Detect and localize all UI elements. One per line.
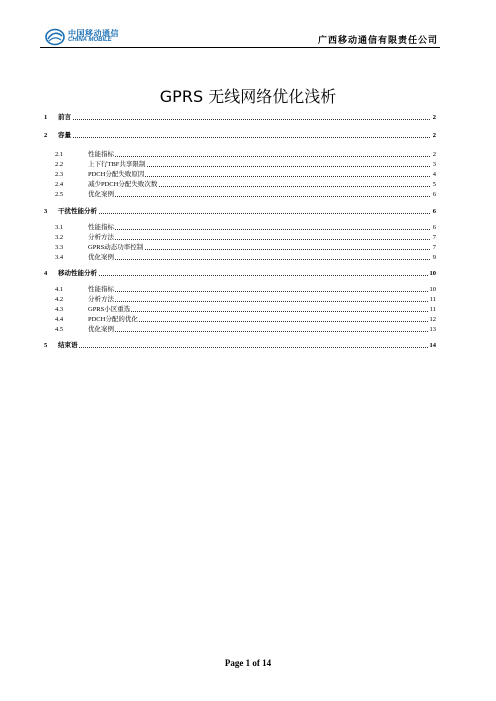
toc-entry-page: 6 (432, 191, 436, 198)
toc-entry-number: 4.1 (55, 286, 64, 293)
toc-entry-number: 5 (44, 342, 48, 349)
logo-text-cn: 中国移动通信 (68, 29, 119, 38)
toc-entry-number: 2 (44, 132, 48, 139)
toc-entry-number: 2.1 (55, 151, 64, 158)
toc-entry-number: 3.4 (55, 254, 64, 261)
toc-entry-number: 2.3 (55, 171, 64, 178)
toc-entry-page: 3 (432, 161, 436, 168)
toc-leader-dots (58, 347, 430, 348)
toc-entry-title: GPRS动态功率控制 (88, 244, 144, 251)
toc-entry-title: GPRS小区重选 (88, 306, 131, 313)
toc-entry-number: 3.3 (55, 244, 64, 251)
toc-leader-dots (88, 311, 430, 312)
toc-entry-page: 4 (432, 171, 436, 178)
toc-entry-number: 3.1 (55, 224, 64, 231)
toc-entry-title: 性能指标 (88, 286, 114, 293)
toc-entry-title: 分析方法 (88, 234, 114, 241)
toc-entry[interactable] (44, 223, 436, 233)
toc-entry[interactable] (44, 180, 436, 190)
toc-entry-page: 11 (429, 296, 436, 303)
toc-entry-page: 6 (432, 224, 436, 231)
toc-entry[interactable] (44, 305, 436, 315)
toc-leader-dots (88, 259, 430, 260)
toc-entry-page: 2 (432, 114, 436, 121)
toc-entry-page: 10 (429, 286, 436, 293)
toc-entry-page: 13 (429, 326, 436, 333)
toc-leader-dots (58, 275, 430, 276)
toc-leader-dots (88, 196, 430, 197)
toc-entry-title: 结束语 (58, 342, 78, 349)
toc-entry-number: 3 (44, 208, 48, 215)
toc-entry-page: 6 (432, 208, 436, 215)
document-title: GPRS 无线网络优化浅析 (159, 87, 337, 106)
toc-entry[interactable] (44, 170, 436, 180)
toc-entry-page: 11 (429, 306, 436, 313)
toc-entry-title: PDCH分配的优化 (88, 316, 138, 323)
toc-entry-page: 9 (432, 254, 436, 261)
toc-entry[interactable] (44, 150, 436, 160)
toc-entry[interactable] (44, 325, 436, 335)
toc-entry-number: 4.3 (55, 306, 64, 313)
page-header (40, 24, 440, 48)
toc-entry-number: 2.2 (55, 161, 64, 168)
toc-entry-number: 1 (44, 114, 48, 121)
toc-entry-page: 14 (429, 342, 436, 349)
toc-entry[interactable] (44, 253, 436, 263)
toc-entry-page: 7 (432, 234, 436, 241)
logo-text-en: CHINA MOBILE (68, 37, 112, 43)
toc-entry-title: 上下行TBF共享限制 (88, 161, 146, 168)
toc-entry-title: 减少PDCH分配失败次数 (88, 181, 158, 188)
toc-entry-title: 干扰性能分析 (58, 208, 97, 215)
toc-entry-page: 5 (432, 181, 436, 188)
toc-entry-number: 2.5 (55, 191, 64, 198)
toc-leader-dots (58, 119, 430, 120)
toc-leader-dots (58, 213, 430, 214)
toc-entry-title: PDCH分配失败原因 (88, 171, 145, 178)
toc-entry-title: 前言 (58, 114, 71, 121)
toc-entry[interactable] (44, 131, 436, 141)
toc-entry-title: 分析方法 (88, 296, 114, 303)
toc-entry-page: 7 (432, 244, 436, 251)
toc-entry-page: 2 (432, 151, 436, 158)
toc-entry-page: 10 (429, 270, 436, 277)
toc-entry-number: 4.5 (55, 326, 64, 333)
toc-entry[interactable] (44, 341, 436, 351)
toc-leader-dots (58, 137, 430, 138)
toc-entry-number: 4 (44, 270, 48, 277)
company-name: 广西移动通信有限责任公司 (317, 36, 438, 46)
toc-leader-dots (88, 229, 430, 230)
toc-entry-page: 2 (432, 132, 436, 139)
toc-entry-title: 优化案例 (88, 191, 114, 198)
toc-entry[interactable] (44, 269, 436, 279)
toc-entry-number: 2.4 (55, 181, 64, 188)
toc-leader-dots (88, 301, 430, 302)
toc-entry-title: 性能指标 (88, 224, 114, 231)
toc-entry[interactable] (44, 190, 436, 200)
toc-entry[interactable] (44, 113, 436, 123)
toc-leader-dots (88, 156, 430, 157)
toc-entry-title: 容量 (58, 132, 71, 139)
toc-entry[interactable] (44, 233, 436, 243)
toc-entry[interactable] (44, 315, 436, 325)
toc-entry-title: 移动性能分析 (58, 270, 97, 277)
toc-entry[interactable] (44, 295, 436, 305)
header-rule (40, 47, 440, 48)
toc-entry-title: 性能指标 (88, 151, 114, 158)
toc-entry[interactable] (44, 160, 436, 170)
toc-leader-dots (88, 321, 430, 322)
toc-entry-page: 12 (429, 316, 436, 323)
toc-entry-title: 优化案例 (88, 326, 114, 333)
china-mobile-logo-icon (45, 28, 65, 46)
toc-leader-dots (88, 239, 430, 240)
toc-leader-dots (88, 331, 430, 332)
toc-entry-number: 4.4 (55, 316, 64, 323)
toc-entry-number: 4.2 (55, 296, 64, 303)
toc-entry-title: 优化案例 (88, 254, 114, 261)
toc-entry[interactable] (44, 285, 436, 295)
toc-entry[interactable] (44, 207, 436, 217)
page-footer: Page 1 of 14 (224, 658, 272, 668)
toc-entry-number: 3.2 (55, 234, 64, 241)
toc-leader-dots (88, 291, 430, 292)
toc-entry[interactable] (44, 243, 436, 253)
